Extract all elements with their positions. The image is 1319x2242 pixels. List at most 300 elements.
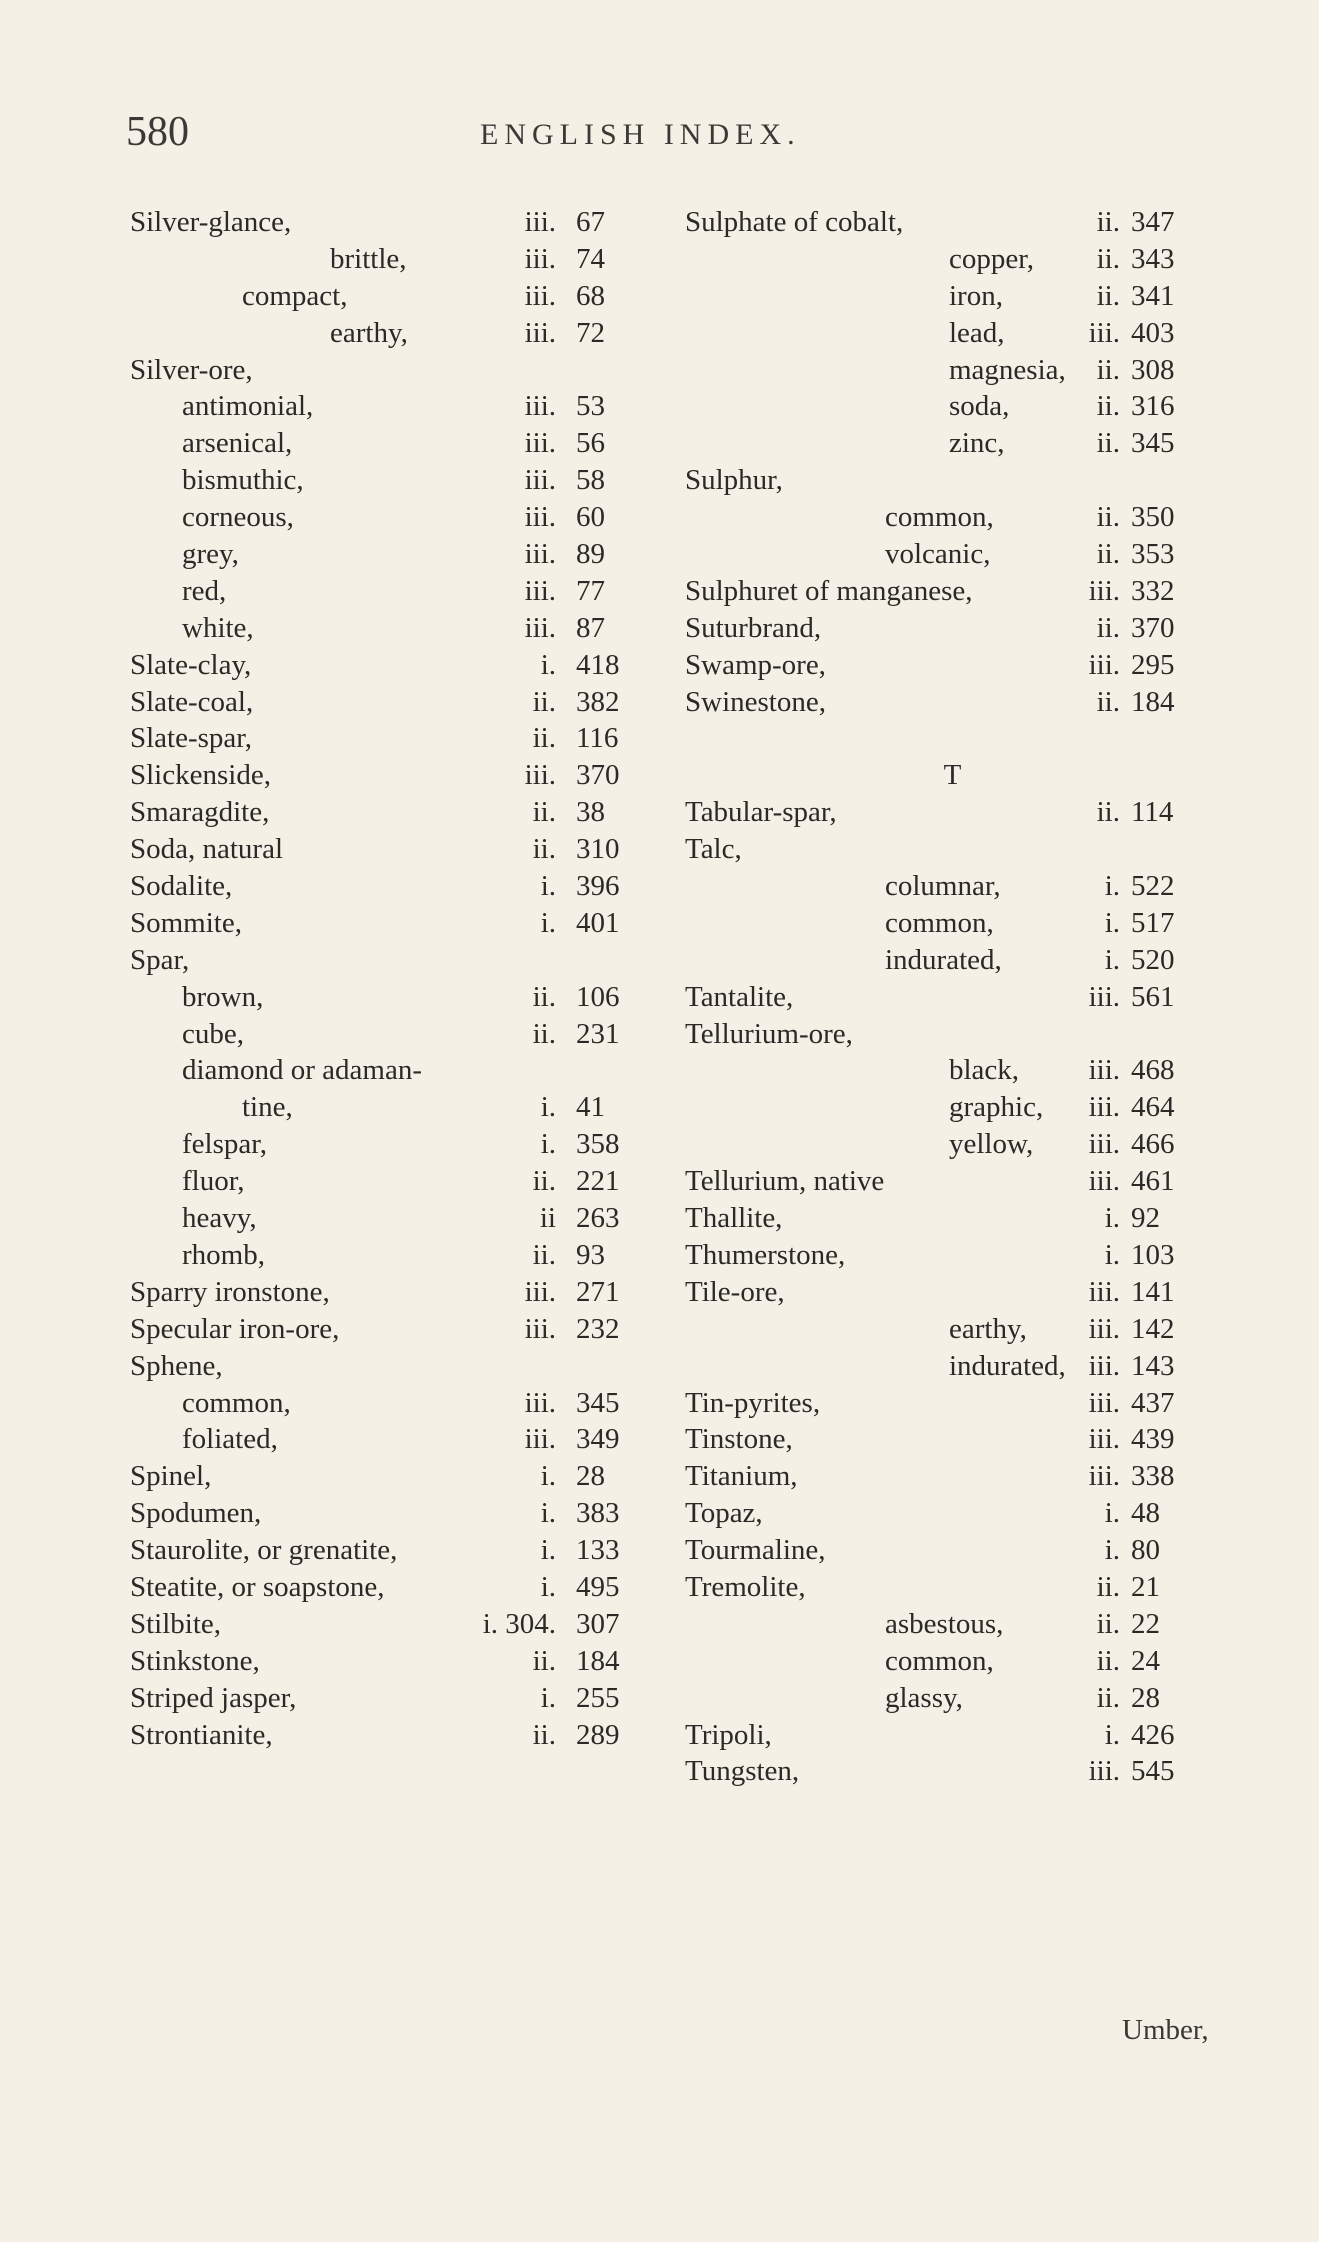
entry-volume: ii. <box>532 796 556 829</box>
entry-page: 520 <box>1131 943 1175 976</box>
entry-volume: iii. <box>524 759 556 792</box>
entry-term: red, <box>182 574 227 607</box>
entry-term: Tremolite, <box>685 1570 806 1603</box>
entry-term: Sulphate of cobalt, <box>685 206 904 238</box>
entry-volume: iii. <box>1088 316 1120 349</box>
entry-term: diamond or adaman- <box>182 1054 422 1087</box>
entry-term: brittle, <box>330 242 407 275</box>
entry-volume: iii. <box>524 427 556 460</box>
index-entry <box>130 1237 660 1274</box>
entry-page: 464 <box>1131 1091 1175 1124</box>
entry-page: 295 <box>1131 648 1175 681</box>
entry-volume: iii. <box>1088 1128 1120 1161</box>
entry-term: common, <box>885 501 994 534</box>
index-entry <box>685 1421 1220 1458</box>
entry-page: 143 <box>1131 1349 1175 1382</box>
index-entry <box>685 1606 1220 1643</box>
entry-term: black, <box>949 1054 1020 1087</box>
index-entry <box>685 241 1220 278</box>
entry-term: glassy, <box>885 1681 963 1714</box>
entry-page: 21 <box>1131 1570 1160 1603</box>
entry-volume: ii. <box>1096 279 1120 312</box>
entry-volume: i. <box>1104 1534 1120 1567</box>
entry-term: Swamp-ore, <box>685 648 826 681</box>
entry-term: lead, <box>949 316 1005 349</box>
index-entry <box>685 831 1220 868</box>
entry-volume: ii. <box>1096 427 1120 460</box>
index-entry <box>685 1274 1220 1311</box>
entry-term: yellow, <box>949 1128 1034 1161</box>
index-entry <box>130 573 660 610</box>
index-entry <box>130 352 660 389</box>
entry-page: 382 <box>576 685 620 718</box>
entry-term: Sphene, <box>130 1349 223 1382</box>
page-number: 580 <box>126 109 189 155</box>
entry-term: Topaz, <box>685 1497 763 1530</box>
entry-term: Titanium, <box>685 1460 798 1493</box>
entry-term: heavy, <box>182 1202 257 1235</box>
entry-volume: iii. <box>1088 1386 1120 1419</box>
entry-term: tine, <box>242 1091 293 1124</box>
entry-page: 77 <box>576 574 605 607</box>
index-entry <box>130 979 660 1016</box>
index-entry <box>130 647 660 684</box>
entry-volume: ii. <box>532 1644 556 1677</box>
entry-term: volcanic, <box>885 538 991 571</box>
entry-volume: i. <box>540 1681 556 1714</box>
entry-term: columnar, <box>885 870 1001 903</box>
index-entry <box>130 794 660 831</box>
entry-volume: iii. <box>1088 980 1120 1013</box>
entry-volume: iii. <box>524 1423 556 1456</box>
entry-volume: iii. <box>524 206 556 238</box>
entry-page: 347 <box>1131 206 1175 238</box>
index-entry <box>130 1717 660 1754</box>
entry-term: Tile-ore, <box>685 1275 785 1308</box>
index-entry <box>685 868 1220 905</box>
entry-volume: ii. <box>532 722 556 755</box>
entry-page: 461 <box>1131 1165 1175 1198</box>
entry-volume: i. <box>540 1497 556 1530</box>
entry-term: Staurolite, or grenatite, <box>130 1534 398 1567</box>
entry-page: 116 <box>576 722 619 755</box>
entry-page: 114 <box>1131 796 1174 829</box>
entry-volume: iii. <box>1088 1091 1120 1124</box>
entry-term: Silver-ore, <box>130 353 253 386</box>
entry-page: 343 <box>1131 242 1175 275</box>
entry-term: Striped jasper, <box>130 1681 297 1714</box>
index-entry <box>685 462 1220 499</box>
entry-volume: i. <box>540 648 556 681</box>
entry-term: Sulphur, <box>685 464 783 497</box>
index-entry <box>130 1052 660 1089</box>
index-entry <box>685 573 1220 610</box>
entry-volume: ii. <box>532 1238 556 1271</box>
index-entry <box>130 1311 660 1348</box>
entry-term: white, <box>182 611 254 644</box>
entry-page: 332 <box>1131 574 1175 607</box>
entry-volume: iii. <box>524 574 556 607</box>
entry-page: 439 <box>1131 1423 1175 1456</box>
index-entry <box>685 278 1220 315</box>
entry-term: Tinstone, <box>685 1423 793 1456</box>
entry-term: Sodalite, <box>130 870 233 903</box>
entry-term: Tellurium-ore, <box>685 1017 853 1050</box>
entry-term: Soda, natural <box>130 833 284 866</box>
index-entry <box>130 905 660 942</box>
entry-volume: ii. <box>532 1017 556 1050</box>
entry-page: 184 <box>1131 685 1175 718</box>
index-entry <box>130 720 660 757</box>
entry-page: 289 <box>576 1718 620 1751</box>
entry-term: Swinestone, <box>685 685 826 718</box>
entry-term: indurated, <box>885 943 1002 976</box>
index-entry <box>130 684 660 721</box>
entry-term: Thallite, <box>685 1202 783 1235</box>
entry-term: Slate-clay, <box>130 648 252 681</box>
entry-term: Talc, <box>685 833 742 866</box>
entry-page: 67 <box>576 206 605 238</box>
entry-page: 316 <box>1131 390 1175 423</box>
index-entry <box>685 720 1220 757</box>
entry-volume: i. <box>1104 943 1120 976</box>
entry-volume: iii. <box>524 611 556 644</box>
entry-page: 345 <box>1131 427 1175 460</box>
entry-term: Silver-glance, <box>130 206 292 238</box>
entry-term: bismuthic, <box>182 464 304 497</box>
entry-term: iron, <box>949 279 1003 312</box>
index-entry <box>685 647 1220 684</box>
entry-page: 418 <box>576 648 620 681</box>
entry-volume: i. <box>1104 1238 1120 1271</box>
entry-page: 72 <box>576 316 605 349</box>
index-entry <box>130 241 660 278</box>
entry-page: 24 <box>1131 1644 1160 1677</box>
entry-volume: ii. <box>1096 1570 1120 1603</box>
entry-term: corneous, <box>182 501 294 534</box>
entry-volume: ii. <box>532 980 556 1013</box>
index-entry <box>130 462 660 499</box>
entry-volume: i. <box>1104 1718 1120 1751</box>
index-entry <box>685 942 1220 979</box>
entry-volume: iii. <box>1088 1460 1120 1493</box>
entry-volume: iii. <box>524 501 556 534</box>
entry-volume: iii. <box>524 538 556 571</box>
entry-term: Tabular-spar, <box>685 796 837 829</box>
index-entry <box>685 315 1220 352</box>
index-entry <box>130 1606 660 1643</box>
entry-volume: iii. <box>524 1312 556 1345</box>
index-entry <box>685 499 1220 536</box>
entry-volume: iii. <box>1088 1275 1120 1308</box>
index-entry <box>685 352 1220 389</box>
index-entry <box>130 1680 660 1717</box>
index-entry <box>685 905 1220 942</box>
entry-term: fluor, <box>182 1165 245 1198</box>
index-entry <box>685 757 1220 794</box>
entry-volume: iii. <box>1088 1312 1120 1345</box>
entry-term: Tripoli, <box>685 1718 772 1751</box>
entry-page: 221 <box>576 1165 620 1198</box>
entry-volume: iii. <box>1088 648 1120 681</box>
entry-term: Spinel, <box>130 1460 212 1493</box>
entry-volume: i. <box>540 1091 556 1124</box>
entry-term: Tourmaline, <box>685 1534 826 1567</box>
entry-volume: i. <box>1104 1202 1120 1235</box>
index-entry <box>685 425 1220 462</box>
entry-term: Slate-spar, <box>130 722 253 755</box>
index-entry <box>685 1643 1220 1680</box>
entry-page: 106 <box>576 980 620 1013</box>
entry-page: 310 <box>576 833 620 866</box>
entry-term: Stilbite, <box>130 1607 222 1640</box>
entry-volume: ii. <box>532 685 556 718</box>
entry-term: indurated, <box>949 1349 1066 1382</box>
index-entry <box>130 1643 660 1680</box>
index-entry <box>685 536 1220 573</box>
entry-page: 561 <box>1131 980 1175 1013</box>
index-entry <box>685 1126 1220 1163</box>
entry-volume: ii. <box>1096 538 1120 571</box>
index-entry <box>685 794 1220 831</box>
entry-volume: ii. <box>532 833 556 866</box>
entry-page: 255 <box>576 1681 620 1714</box>
index-entry <box>130 1569 660 1606</box>
index-entry <box>685 1458 1220 1495</box>
index-entry <box>130 1126 660 1163</box>
index-entry <box>685 1311 1220 1348</box>
entry-term: common, <box>885 1644 994 1677</box>
entry-page: 58 <box>576 464 605 497</box>
entry-volume: i. <box>1104 906 1120 939</box>
entry-volume: ii. <box>1096 242 1120 275</box>
entry-term: Stinkstone, <box>130 1644 260 1677</box>
index-entry <box>130 499 660 536</box>
entry-volume: ii. <box>1096 796 1120 829</box>
entry-volume: ii. <box>1096 390 1120 423</box>
entry-term: Sulphuret of manganese, <box>685 574 973 607</box>
entry-volume: ii. <box>1096 501 1120 534</box>
entry-page: 142 <box>1131 1312 1175 1345</box>
entry-term: compact, <box>242 279 348 312</box>
entry-page: 22 <box>1131 1607 1160 1640</box>
entry-volume: ii. <box>1096 1681 1120 1714</box>
entry-term: common, <box>885 906 994 939</box>
entry-term: earthy, <box>949 1312 1027 1345</box>
entry-page: 308 <box>1131 353 1175 386</box>
entry-volume: iii. <box>1088 1349 1120 1382</box>
entry-volume: i. <box>540 1460 556 1493</box>
entry-term: zinc, <box>949 427 1005 460</box>
entry-volume: iii. <box>1088 574 1120 607</box>
index-entry <box>130 1421 660 1458</box>
entry-page: 60 <box>576 501 605 534</box>
entry-volume: iii. <box>1088 1054 1120 1087</box>
entry-page: 466 <box>1131 1128 1175 1161</box>
index-entry <box>130 757 660 794</box>
entry-volume: iii. <box>524 1275 556 1308</box>
entry-term: rhomb, <box>182 1238 265 1271</box>
entry-page: 358 <box>576 1128 620 1161</box>
index-entry <box>685 1200 1220 1237</box>
index-entry <box>130 204 660 241</box>
entry-page: 103 <box>1131 1238 1175 1271</box>
index-entry <box>685 388 1220 425</box>
entry-page: 89 <box>576 538 605 571</box>
entry-page: 56 <box>576 427 605 460</box>
entry-page: 495 <box>576 1570 620 1603</box>
entry-volume: i. <box>1104 1497 1120 1530</box>
entry-page: 426 <box>1131 1718 1175 1751</box>
index-entry <box>130 868 660 905</box>
entry-page: 93 <box>576 1238 605 1271</box>
section-letter-heading: T <box>943 759 962 792</box>
index-column-left <box>130 204 660 1753</box>
entry-page: 517 <box>1131 906 1175 939</box>
entry-term: Slickenside, <box>130 759 271 792</box>
index-column-right <box>685 204 1220 1790</box>
entry-page: 396 <box>576 870 620 903</box>
entry-volume: ii. <box>532 1718 556 1751</box>
entry-page: 353 <box>1131 538 1175 571</box>
entry-page: 141 <box>1131 1275 1175 1308</box>
index-entry <box>130 1458 660 1495</box>
entry-term: Spar, <box>130 943 190 976</box>
index-entry <box>130 610 660 647</box>
entry-volume: iii. <box>524 316 556 349</box>
entry-volume: i. <box>540 1128 556 1161</box>
entry-page: 383 <box>576 1497 620 1530</box>
entry-page: 53 <box>576 390 605 423</box>
entry-term: asbestous, <box>885 1607 1004 1640</box>
index-entry <box>685 1569 1220 1606</box>
index-entry <box>130 1385 660 1422</box>
entry-page: 68 <box>576 279 605 312</box>
entry-page: 341 <box>1131 279 1175 312</box>
entry-term: earthy, <box>330 316 408 349</box>
entry-page: 271 <box>576 1275 620 1308</box>
entry-volume: iii. <box>1088 1755 1120 1788</box>
entry-page: 48 <box>1131 1497 1160 1530</box>
entry-volume: ii <box>539 1202 556 1235</box>
index-entry <box>130 1532 660 1569</box>
entry-term: antimonial, <box>182 390 314 423</box>
entry-page: 92 <box>1131 1202 1160 1235</box>
index-entry <box>685 610 1220 647</box>
entry-term: soda, <box>949 390 1010 423</box>
entry-volume: ii. <box>532 1165 556 1198</box>
entry-page: 350 <box>1131 501 1175 534</box>
entry-volume: ii. <box>1096 1644 1120 1677</box>
entry-page: 74 <box>576 242 605 275</box>
entry-volume: i. <box>540 870 556 903</box>
entry-term: Thumerstone, <box>685 1238 846 1271</box>
entry-term: felspar, <box>182 1128 267 1161</box>
entry-volume: iii. <box>524 464 556 497</box>
entry-page: 545 <box>1131 1755 1175 1788</box>
entry-term: Slate-coal, <box>130 685 254 718</box>
index-entry <box>685 1089 1220 1126</box>
index-entry <box>685 1237 1220 1274</box>
entry-term: Strontianite, <box>130 1718 273 1751</box>
entry-volume: i. <box>540 1534 556 1567</box>
index-entry <box>130 278 660 315</box>
entry-page: 522 <box>1131 870 1175 903</box>
entry-volume: ii. <box>1096 611 1120 644</box>
entry-term: Steatite, or soapstone, <box>130 1570 385 1603</box>
entry-term: Tellurium, native <box>685 1165 885 1198</box>
index-entry <box>685 684 1220 721</box>
entry-term: cube, <box>182 1017 244 1050</box>
index-entry <box>130 1163 660 1200</box>
entry-term: Specular iron-ore, <box>130 1312 340 1345</box>
index-entry <box>130 1495 660 1532</box>
index-entry <box>685 1532 1220 1569</box>
entry-page: 28 <box>1131 1681 1160 1714</box>
entry-page: 345 <box>576 1386 620 1419</box>
entry-page: 437 <box>1131 1386 1175 1419</box>
entry-volume: ii. <box>1096 1607 1120 1640</box>
index-entry <box>685 1385 1220 1422</box>
entry-page: 468 <box>1131 1054 1175 1087</box>
entry-volume: i. <box>540 1570 556 1603</box>
entry-page: 307 <box>576 1607 620 1640</box>
index-entry <box>130 536 660 573</box>
entry-term: Spodumen, <box>130 1497 262 1530</box>
entry-page: 87 <box>576 611 605 644</box>
entry-volume: iii. <box>524 279 556 312</box>
entry-volume: i. 304. <box>482 1607 556 1640</box>
entry-term: brown, <box>182 980 264 1013</box>
index-entry <box>130 1089 660 1126</box>
entry-page: 41 <box>576 1091 605 1124</box>
entry-page: 232 <box>576 1312 620 1345</box>
entry-page: 38 <box>576 796 605 829</box>
index-entry <box>130 1348 660 1385</box>
index-entry <box>685 1753 1220 1790</box>
entry-term: magnesia, <box>949 353 1066 386</box>
entry-volume: iii. <box>524 390 556 423</box>
index-entry <box>130 831 660 868</box>
entry-page: 184 <box>576 1644 620 1677</box>
entry-page: 231 <box>576 1017 620 1050</box>
index-entry <box>685 204 1220 241</box>
entry-term: graphic, <box>949 1091 1044 1124</box>
running-head: ENGLISH INDEX. <box>480 118 801 151</box>
index-entry <box>685 1163 1220 1200</box>
index-entry <box>130 1016 660 1053</box>
entry-term: copper, <box>949 242 1034 275</box>
index-entry <box>130 942 660 979</box>
entry-term: common, <box>182 1386 291 1419</box>
index-entry <box>130 1274 660 1311</box>
entry-volume: i. <box>540 906 556 939</box>
entry-term: grey, <box>182 538 239 571</box>
entry-page: 370 <box>576 759 620 792</box>
entry-page: 263 <box>576 1202 620 1235</box>
entry-volume: iii. <box>1088 1165 1120 1198</box>
index-entry <box>685 1016 1220 1053</box>
entry-term: Sparry ironstone, <box>130 1275 330 1308</box>
entry-term: Smaragdite, <box>130 796 270 829</box>
entry-volume: iii. <box>1088 1423 1120 1456</box>
index-entry <box>130 315 660 352</box>
entry-page: 338 <box>1131 1460 1175 1493</box>
entry-page: 370 <box>1131 611 1175 644</box>
entry-volume: iii. <box>524 242 556 275</box>
entry-term: arsenical, <box>182 427 293 460</box>
entry-term: foliated, <box>182 1423 278 1456</box>
